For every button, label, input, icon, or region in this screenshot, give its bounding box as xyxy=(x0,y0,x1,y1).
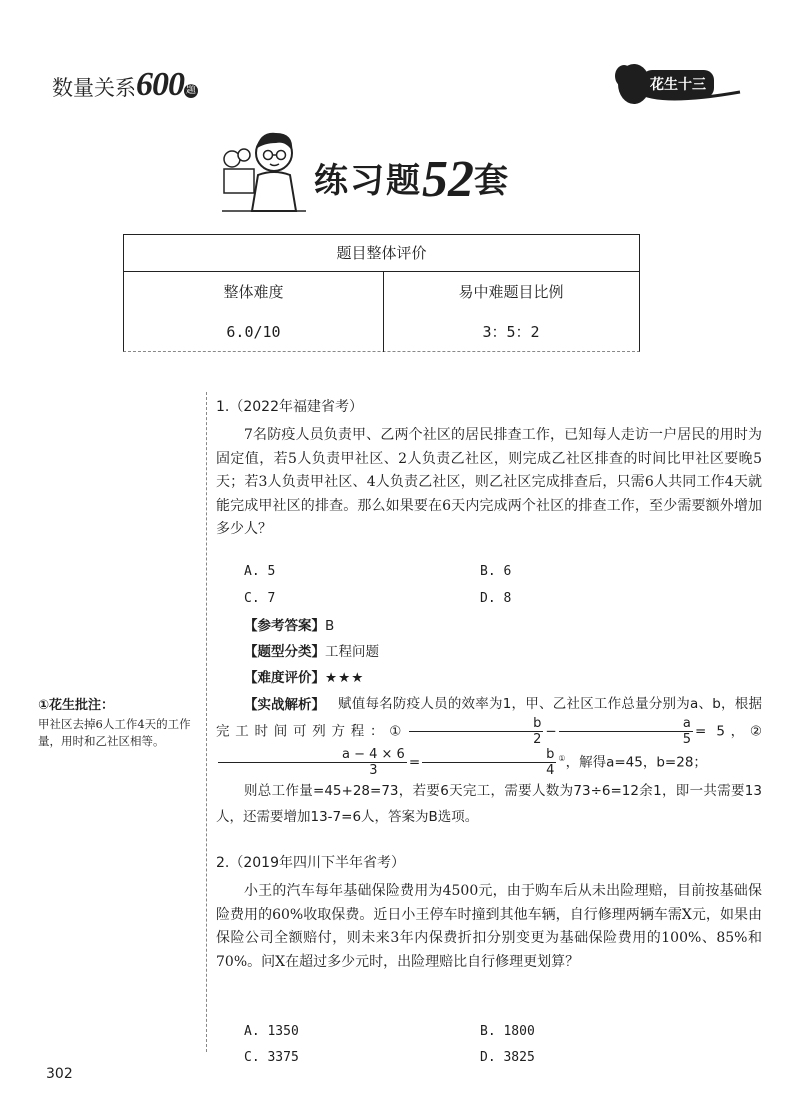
page-number: 302 xyxy=(46,1066,73,1082)
eq1-fraction-1: $\frac{b}{2}$ xyxy=(409,716,543,747)
question-2-body: 小王的汽车每年基础保险费用为4500元，由于购车后从未出险理赔，目前按基础保险费用的60%收取保费。近日小王停车时撞到其他车辆，自行修理两辆车需X元，如果由保险公司全额赔付，则未来3年内保费折扣分别变更为基础保险费用的100%、85%和70%。问X在超过多少元时，出险理赔比自行修理更划算？ xyxy=(216,883,762,970)
question-1-option-d: D. 8 xyxy=(480,591,512,606)
question-1-analysis-label: 【实战解析】 xyxy=(244,697,325,713)
question-2-option-a: A. 1350 xyxy=(244,1024,299,1039)
difficulty-column xyxy=(124,272,384,352)
question-1-analysis: 赋值每名防疫人员的效率为1，甲、乙社区工作总量分别为a、b，根据完工时间可列方程：① $\frac{b}{2}$ − $\frac{a}{5}$ = 5，② $\frac{a - 4 \times 6}{3}$ = $\frac{b}{4}$ ①，解得a=45，b=28； xyxy=(216,696,763,778)
ratio-value: 3：5：2 xyxy=(482,323,540,341)
question-1-body: 7名防疫人员负责甲、乙两个社区的居民排查工作，已知每人走访一户居民的用时为固定值，若5人负责甲社区、2人负责乙社区，则完成乙社区排查的时间比甲社区要晚5天；若3人负责甲社区、4人负责乙社区，则乙社区完成排查后，只需6人共同工作4天就能完成甲社区的排查。那么如果要在6天内完成两个社区的排查工作，至少需要额外增加多少人？ xyxy=(216,427,762,537)
ratio-column xyxy=(384,272,638,352)
mascot-illustration-icon xyxy=(218,125,310,217)
question-2-option-d: D. 3825 xyxy=(480,1050,535,1065)
logo-text: 花生十三 xyxy=(642,70,714,98)
book-title: 数量关系600 题 xyxy=(52,66,196,103)
evaluation-table-title: 题目整体评价 xyxy=(124,235,639,272)
question-1-analysis-conclusion: 则总工作量=45+28=73，若要6天完工，需要人数为73÷6=12余1，即一共需要13人，还需要增加13-7=6人，答案为B选项。 xyxy=(216,783,762,825)
question-1-option-a: A. 5 xyxy=(244,564,276,579)
eq2-fraction-2: $\frac{b}{4}$ xyxy=(422,747,556,778)
question-1-option-b: B. 6 xyxy=(480,564,512,579)
question-2-heading: 2.（2019年四川下半年省考） xyxy=(216,855,405,871)
evaluation-table xyxy=(123,234,640,352)
eq1-fraction-2: $\frac{a}{5}$ xyxy=(559,716,693,747)
question-2-option-c: C. 3375 xyxy=(244,1050,299,1065)
side-note-title: ①花生批注： xyxy=(38,698,115,713)
margin-divider xyxy=(206,392,207,1052)
question-1-answer: 【参考答案】B xyxy=(244,618,335,634)
difficulty-label: 整体难度 xyxy=(223,283,284,301)
question-2-option-b: B. 1800 xyxy=(480,1024,535,1039)
question-1-type: 【题型分类】工程问题 xyxy=(244,644,379,660)
question-1-option-c: C. 7 xyxy=(244,591,276,606)
difficulty-value: 6.0/10 xyxy=(226,323,281,341)
question-1-heading: 1.（2022年福建省考） xyxy=(216,399,363,415)
ratio-label: 易中难题目比例 xyxy=(458,283,564,301)
question-1-difficulty: 【难度评价】★★★ xyxy=(244,670,365,686)
eq2-fraction-1: $\frac{a - 4 \times 6}{3}$ xyxy=(218,747,407,778)
page-title: 练习题52套 xyxy=(314,151,510,208)
side-note-body: 甲社区去掉6人工作4天的工作量，用时和乙社区相等。 xyxy=(38,717,191,748)
